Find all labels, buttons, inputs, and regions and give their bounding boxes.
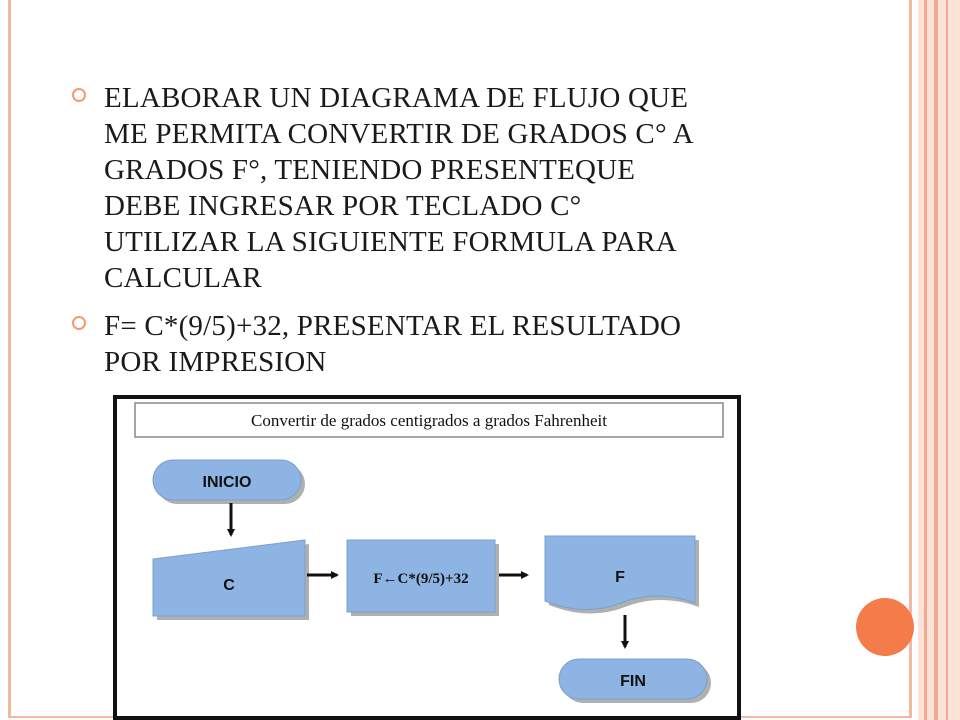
output-label: F [615, 569, 625, 586]
flowchart-image [113, 395, 741, 720]
bullet-text: F= C*(9/5)+32, PRESENTAR EL RESULTADO POR IMPRESION [104, 310, 682, 378]
start-label: INICIO [202, 474, 252, 491]
process-label: F←C*(9/5)+32 [373, 571, 469, 587]
bullet-list [72, 80, 852, 392]
input-label: C [223, 577, 235, 594]
bullet-circle-icon [72, 88, 86, 102]
orange-circle-decoration [856, 598, 914, 656]
bullet-text: ELABORAR UN DIAGRAMA DE FLUJO QUE ME PERMITA CONVERTIR DE GRADOS C° A GRADOS F°, TENIENDO PRESENTEQUE DEBE INGRESAR POR TECLADO C° UTILIZAR LA SIGUIENTE FORMULA PARA CALCULAR [104, 82, 694, 294]
bullet-circle-icon [72, 316, 86, 330]
flowchart-header: Convertir de grados centigrados a grados Fahrenheit [251, 411, 607, 430]
bullet-item [72, 80, 852, 296]
bullet-item [72, 308, 852, 380]
end-label: FIN [620, 673, 646, 690]
decorative-right-band [918, 0, 960, 720]
